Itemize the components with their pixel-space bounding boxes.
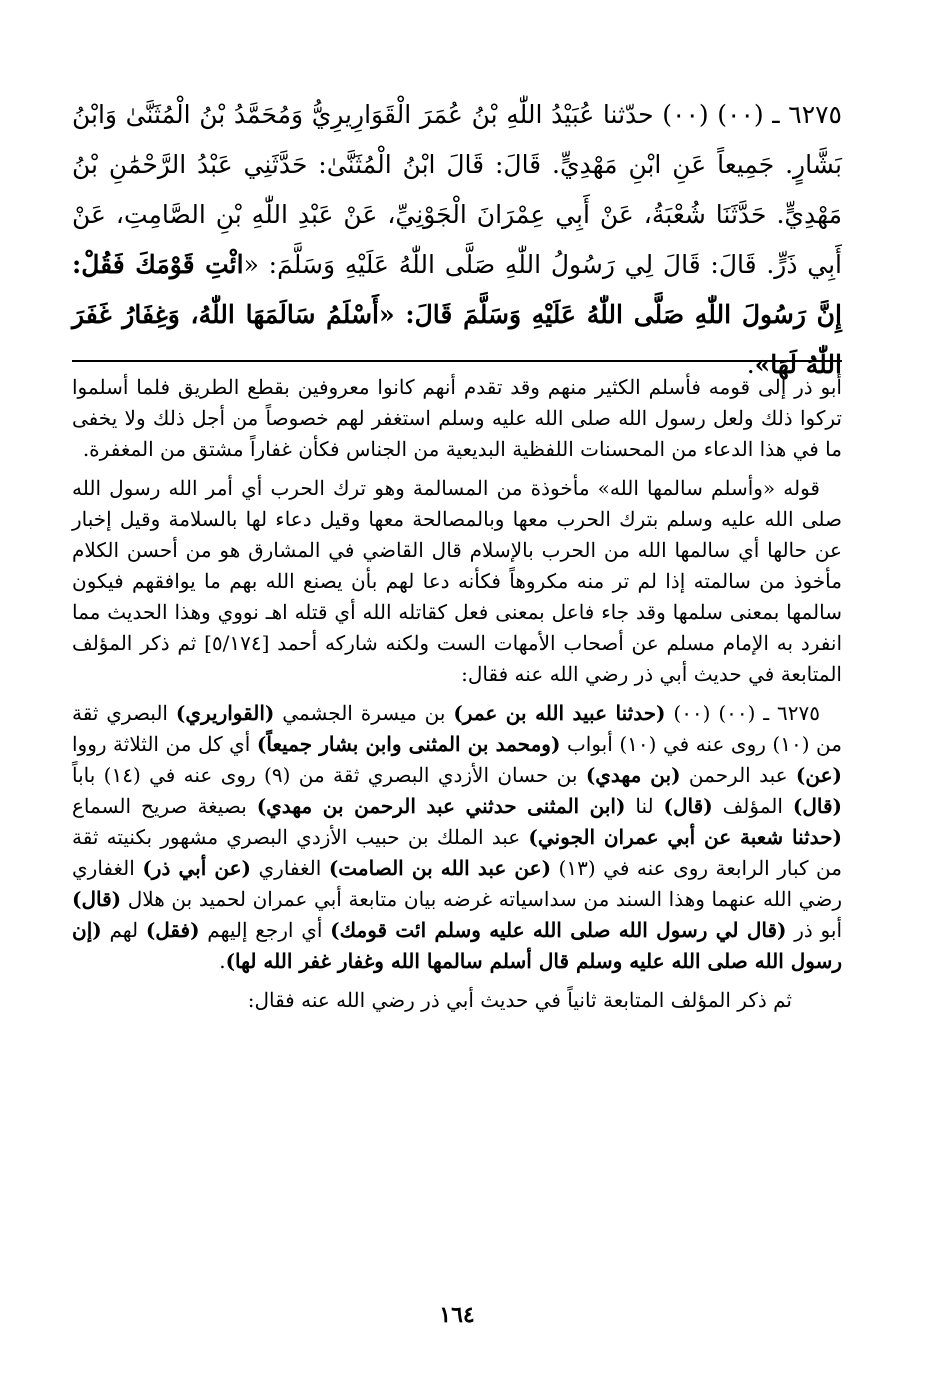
hadith-text-end: .: [746, 350, 755, 379]
commentary-paragraph-4: ثم ذكر المؤلف المتابعة ثانياً في حديث أبي ذر رضي الله عنه فقال:: [247, 988, 792, 1012]
commentary-text-segment: ٦٢٧٥ ـ (٠٠) (٠٠): [665, 701, 820, 725]
commentary-text-segment: بن ميسرة الجشمي: [274, 701, 454, 725]
commentary-text-segment: الغفاري: [251, 856, 329, 880]
commentary-text-segment: أبو ذر: [786, 918, 843, 942]
commentary-bold-segment: (القواريري): [175, 701, 275, 725]
commentary-bold-segment: (قال): [792, 794, 843, 818]
hadith-text-part1: ٦٢٧٥ ـ (٠٠) (٠٠) حدّثنا عُبَيْدُ اللّٰهِ بْنُ عُمَرَ الْقَوَارِيرِيُّ وَمُحَمَّدُ بْنُ الْمُثَنَّىٰ وَابْنُ بَشَّارٍ. جَمِيعاً عَنِ ابْنِ مَهْدِيٍّ. قَالَ: قَالَ ابْنُ الْمُثَنَّىٰ: حَدَّثَنِي عَبْدُ الرَّحْمَٰنِ بْنُ مَهْدِيٍّ. حَدَّثَنَا شُعْبَةُ، عَنْ أَبِي عِمْرَانَ الْجَوْنِيِّ، عَنْ عَبْدِ اللّٰهِ بْنِ الصَّامِتِ، عَنْ أَبِي ذَرٍّ. قَالَ: قَالَ لِي رَسُولُ اللّٰهِ صَلَّى اللّٰهُ عَلَيْهِ وَسَلَّمَ: «: [72, 100, 842, 279]
commentary-text-segment: .: [219, 949, 226, 973]
commentary-bold-segment: (قال لي رسول الله صلى الله عليه وسلم ائت قومك): [330, 918, 787, 942]
commentary-bold-segment: (عن): [795, 763, 842, 787]
commentary-text-segment: أي ارجع إليهم: [199, 918, 331, 942]
commentary-bold-segment: (بن مهدي): [585, 763, 681, 787]
commentary-text-segment: عبد الملك بن حبيب الأزدي البصري مشهور بكنيته ثقة من كبار الرابعة روى عنه في (١٣): [72, 825, 842, 880]
commentary-text-segment: بصيغة صريح السماع: [72, 794, 257, 818]
commentary-paragraph-2: قوله «وأسلم سالمها الله» مأخوذة من المسالمة وهو ترك الحرب أي أمر الله رسول الله صلى الله عليه وسلم بترك الحرب معها وبالمصالحة معها وقيل دعاء لها بالسلامة وقيل إخبار عن حالها أي سالمها الله من الحرب بالإسلام قال القاضي في المشارق هو من أحسن الكلام مأخوذ من سالمته إذا لم تر منه مكروهاً فكأنه دعا لهم بأن يصنع الله بهم ما يوافقهم فيكون سالمها بمعنى سلمها وقد جاء فاعل بمعنى فعل كقاتله الله أي قتله اهـ نووي وهذا الحديث مما انفرد به الإمام مسلم عن أصحاب الأمهات الست ولكنه شاركه أحمد [٥/١٧٤] ثم ذكر المؤلف المتابعة في حديث أبي ذر رضي الله عنه فقال:: [72, 476, 843, 686]
commentary-text-segment: أي كل من الثلاثة رووا: [72, 732, 257, 756]
commentary-bold-segment: (حدثنا عبيد الله بن عمر): [453, 701, 666, 725]
commentary-text-segment: الغفاري رضي الله عنهما وهذا السند من سداسياته غرضه بيان متابعة أبي عمران لحميد بن هلال: [72, 856, 842, 911]
commentary-paragraph-3: [72, 698, 842, 977]
commentary-bold-segment: (حدثنا شعبة عن أبي عمران الجوني): [528, 825, 842, 849]
commentary-bold-segment: (قال): [663, 794, 713, 818]
commentary-bold-segment: (فقل): [145, 918, 200, 942]
commentary-paragraph-1: أبو ذر إلى قومه فأسلم الكثير منهم وقد تقدم أنهم كانوا معروفين بقطع الطريق فلما أسلموا تركوا ذلك ولعل رسول الله صلى الله عليه وسلم استغفر لهم خصوصاً من أجل ذلك ولا يخفى ما في هذا الدعاء من المحسنات اللفظية البديعية من الجناس فكأن غفاراً مشتق من المغفرة.: [72, 375, 842, 461]
commentary-bold-segment: (عن أبي ذر): [142, 856, 251, 880]
commentary-text-segment: لهم: [101, 918, 146, 942]
commentary-bold-segment: (قال): [72, 887, 122, 911]
commentary-bold-segment: (ومحمد بن المثنى وابن بشار جميعاً): [256, 732, 561, 756]
page-number: ١٦٤: [439, 1302, 475, 1328]
commentary-bold-segment: (عن عبد الله بن الصامت): [328, 856, 552, 880]
commentary-text-segment: البصري ثقة من (١٠) روى عنه في (١٠) أبواب: [72, 701, 842, 756]
commentary-text-segment: لنا: [625, 794, 664, 818]
hadith-main-text: [72, 90, 842, 390]
hadith-text-bold: ائْتِ قَوْمَكَ فَقُلْ: إِنَّ رَسُولَ اللّٰهِ صَلَّى اللّٰهُ عَلَيْهِ وَسَلَّمَ قَالَ: «أَسْلَمُ سَالَمَهَا اللّٰهُ، وَغِفَارُ غَفَرَ اللّٰهُ لَهَا»: [72, 250, 842, 379]
commentary-text-segment: المؤلف: [712, 794, 793, 818]
commentary-bold-segment: (إن رسول الله صلى الله عليه وسلم قال أسلم سالمها الله وغفار غفر الله لها): [72, 918, 842, 973]
commentary-text-segment: بن حسان الأزدي البصري ثقة من (٩) روى عنه في (١٤) باباً: [72, 763, 586, 787]
commentary-text-segment: عبد الرحمن: [680, 763, 796, 787]
page: [72, 90, 842, 1350]
commentary: [72, 372, 842, 1024]
commentary-bold-segment: (ابن المثنى حدثني عبد الرحمن بن مهدي): [256, 794, 626, 818]
section-divider: [72, 360, 842, 362]
